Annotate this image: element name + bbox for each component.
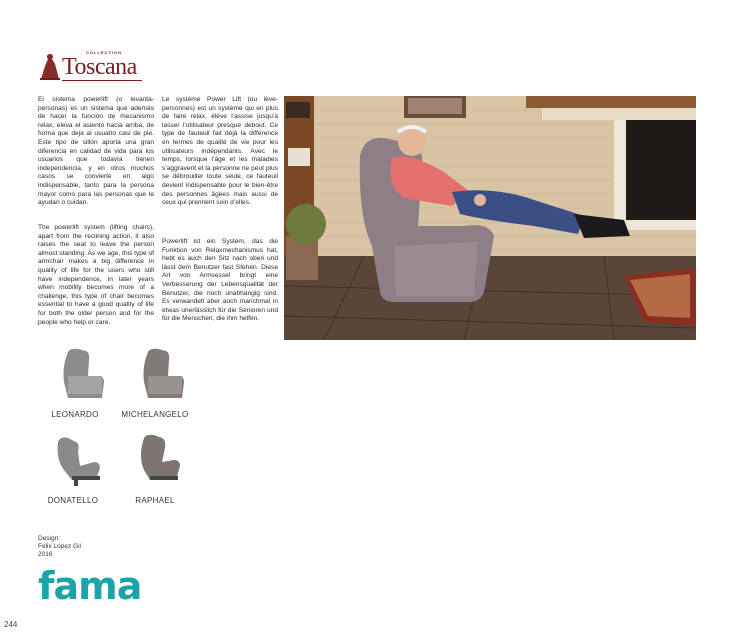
product-label-michelangelo: MICHELANGELO xyxy=(121,410,189,419)
brand-underline xyxy=(62,80,142,81)
product-label-donatello: DONATELLO xyxy=(47,496,99,505)
raphael-chair-image xyxy=(130,432,190,488)
fama-logo: fama xyxy=(38,564,142,608)
product-label-leonardo: LEONARDO xyxy=(51,410,99,419)
toscana-figure-icon xyxy=(38,52,62,82)
description-french: Le système Power Lift (ou lève-personnes) est un système qui en plus de faire relax, élève l’assise jusqu’à lasser l’utilisateur presque debout. Ce type de fauteuil fait déjà la différence en termes de qualité de vie pour les utilisateurs indépendants. Avec le temps, lorsque l’âge et les maladies s’aggravent et la personne ne peut plus se débrouiller toute seule, ce fauteuil devient indispensable pour le bien-être des personnes âgées mais aussi de ceux qui prennent soin d’elles. xyxy=(162,96,278,207)
leonardo-chair-image xyxy=(54,346,114,402)
description-german: Powerlift ist ein System, das die Funktion von Relaxmechanismus hat, hebt es auch den Sitz nach oben und lässt dem Benutzer fast Stehen. Diese Art von Armsessel bringt eine Verbesserung der Lebensqualität der Benutzer, die noch unabhängig sind. Es verwandelt aber auch manchmal in etwas unerlässlich für die Senioren und für die Menschen, die ihm helfen. xyxy=(162,238,278,323)
living-room-scene-image xyxy=(284,96,696,340)
michelangelo-chair-image xyxy=(134,346,194,402)
brand-name: Toscana xyxy=(62,54,137,80)
designer-name: Félix López Gil xyxy=(38,543,81,550)
product-label-raphael: RAPHAEL xyxy=(135,496,175,505)
design-year: 2016 xyxy=(38,551,53,558)
brand-collection-label: COLLECTION xyxy=(86,50,122,55)
product-photo xyxy=(284,96,696,340)
description-english: The powerlift system (lifting chairs), apart from the reclining action, it also raises the seat to leave the person almost standing. As we age, this type of armchair makes a big difference in quality of life for the users who still have independence, in later years when mobility becomes more of a challenge, this type of chair becomes essential to have a good quality of life for both the older person and for the people who help or care. xyxy=(38,224,154,326)
description-spanish: El sistema powerlift (o levanta-personas) es un sistema que además de hacer la función de mecanismo relax, eleva el asiento hacia arriba, de forma que deja al usuario casi de pie. Este tipo de sillón aporta una gran diferencia en calidad de vida para los usuarios que todavía tienen independencia, y en otros muchos casos se convierte en algo indispensable, tanto para la persona mayor como para las personas que le ayudan o cuidan. xyxy=(38,96,154,207)
donatello-chair-image xyxy=(50,432,110,488)
page-number: 244 xyxy=(4,620,18,629)
design-label: Design: xyxy=(38,535,61,542)
